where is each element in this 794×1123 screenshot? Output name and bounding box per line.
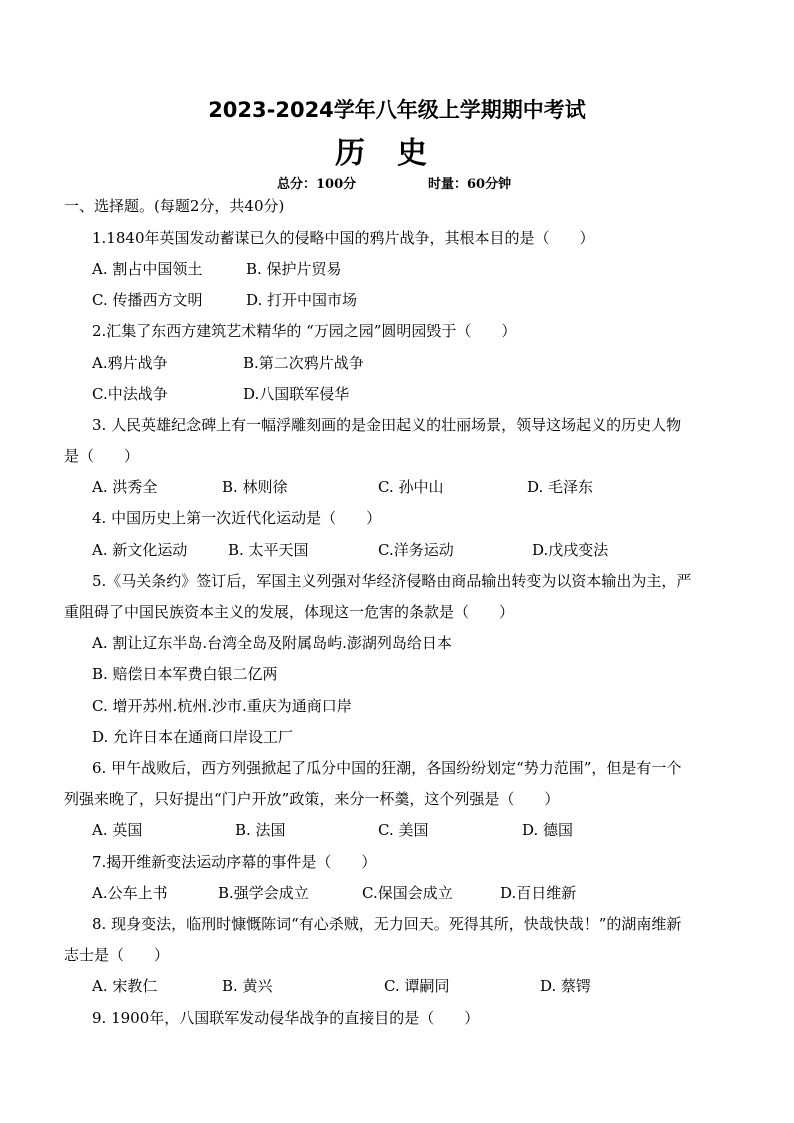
question-stem: 4. 中国历史上第一次近代化运动是（ ） — [92, 509, 382, 527]
option: C. 孙中山 — [378, 478, 444, 496]
option: C.保国会成立 — [362, 884, 453, 902]
option: A. 宋教仁 — [92, 977, 158, 995]
exam-title: 2023-2024学年八年级上学期期中考试 — [208, 98, 586, 122]
option: C. 传播西方文明 — [92, 291, 203, 309]
option: D. 允许日本在通商口岸设工厂 — [92, 728, 294, 746]
question-stem: 3. 人民英雄纪念碑上有一幅浮雕刻画的是金田起义的壮丽场景，领导这场起义的历史人物 — [92, 416, 682, 434]
option: D.戊戌变法 — [532, 541, 609, 559]
total-score: 总分：100分 — [277, 177, 357, 192]
option: D. 德国 — [522, 821, 574, 839]
question-stem-cont: 列强来晚了，只好提出“门户开放”政策，来分一杯羹，这个列强是（ ） — [64, 790, 560, 808]
option: C. 增开苏州.杭州.沙市.重庆为通商口岸 — [92, 697, 352, 715]
subject-title: 历史 — [335, 136, 459, 171]
option: A. 洪秀全 — [92, 478, 158, 496]
question-stem: 1.1840年英国发动蓄谋已久的侵略中国的鸦片战争，其根本目的是（ ） — [92, 229, 595, 247]
question-stem-cont: 是（ ） — [64, 447, 140, 465]
option: D. 打开中国市场 — [246, 291, 358, 309]
time-limit: 时量：60分钟 — [428, 177, 512, 192]
question-stem: 9. 1900年，八国联军发动侵华战争的直接目的是（ ） — [92, 1009, 480, 1027]
question-stem-cont: 志士是（ ） — [64, 946, 170, 964]
question-stem: 7.揭开维新变法运动序幕的事件是（ ） — [92, 853, 377, 871]
question-stem: 6. 甲午战败后，西方列强掀起了瓜分中国的狂潮，各国纷纷划定“势力范围”，但是有一个 — [92, 759, 682, 777]
option: A.鸦片战争 — [92, 354, 168, 372]
option: B. 赔偿日本军费白银二亿两 — [92, 665, 278, 683]
option: A. 割占中国领土 — [92, 260, 203, 278]
question-stem: 5.《马关条约》签订后，军国主义列强对华经济侵略由商品输出转变为以资本输出为主，严 — [92, 572, 692, 590]
section-heading: 一、选择题。(每题2分，共40分) — [64, 197, 285, 215]
option: A.公车上书 — [92, 884, 168, 902]
question-stem: 2.汇集了东西方建筑艺术精华的 “万园之园”圆明园毁于（ ） — [92, 322, 517, 340]
option: D. 蔡锷 — [540, 977, 592, 995]
option: B. 黄兴 — [222, 977, 273, 995]
option: D.八国联军侵华 — [243, 385, 350, 403]
option: C. 美国 — [378, 821, 429, 839]
option: C.中法战争 — [92, 385, 168, 403]
option: B. 林则徐 — [222, 478, 288, 496]
question-stem-cont: 重阻碍了中国民族资本主义的发展，体现这一危害的条款是（ ） — [64, 603, 515, 621]
option: B.强学会成立 — [218, 884, 309, 902]
option: A. 割让辽东半岛.台湾全岛及附属岛屿.澎湖列岛给日本 — [92, 634, 452, 652]
option: B.第二次鸦片战争 — [243, 354, 364, 372]
option: B. 保护片贸易 — [246, 260, 342, 278]
option: D.百日维新 — [500, 884, 577, 902]
option: B. 法国 — [235, 821, 286, 839]
option: C. 谭嗣同 — [384, 977, 450, 995]
question-stem: 8. 现身变法，临刑时慷慨陈词“有心杀贼，无力回天。死得其所，快哉快哉！”的湖南维新 — [92, 915, 682, 933]
option: A. 英国 — [92, 821, 143, 839]
option: D. 毛泽东 — [527, 478, 594, 496]
option: A. 新文化运动 — [92, 541, 188, 559]
option: B. 太平天国 — [228, 541, 309, 559]
option: C.洋务运动 — [378, 541, 454, 559]
